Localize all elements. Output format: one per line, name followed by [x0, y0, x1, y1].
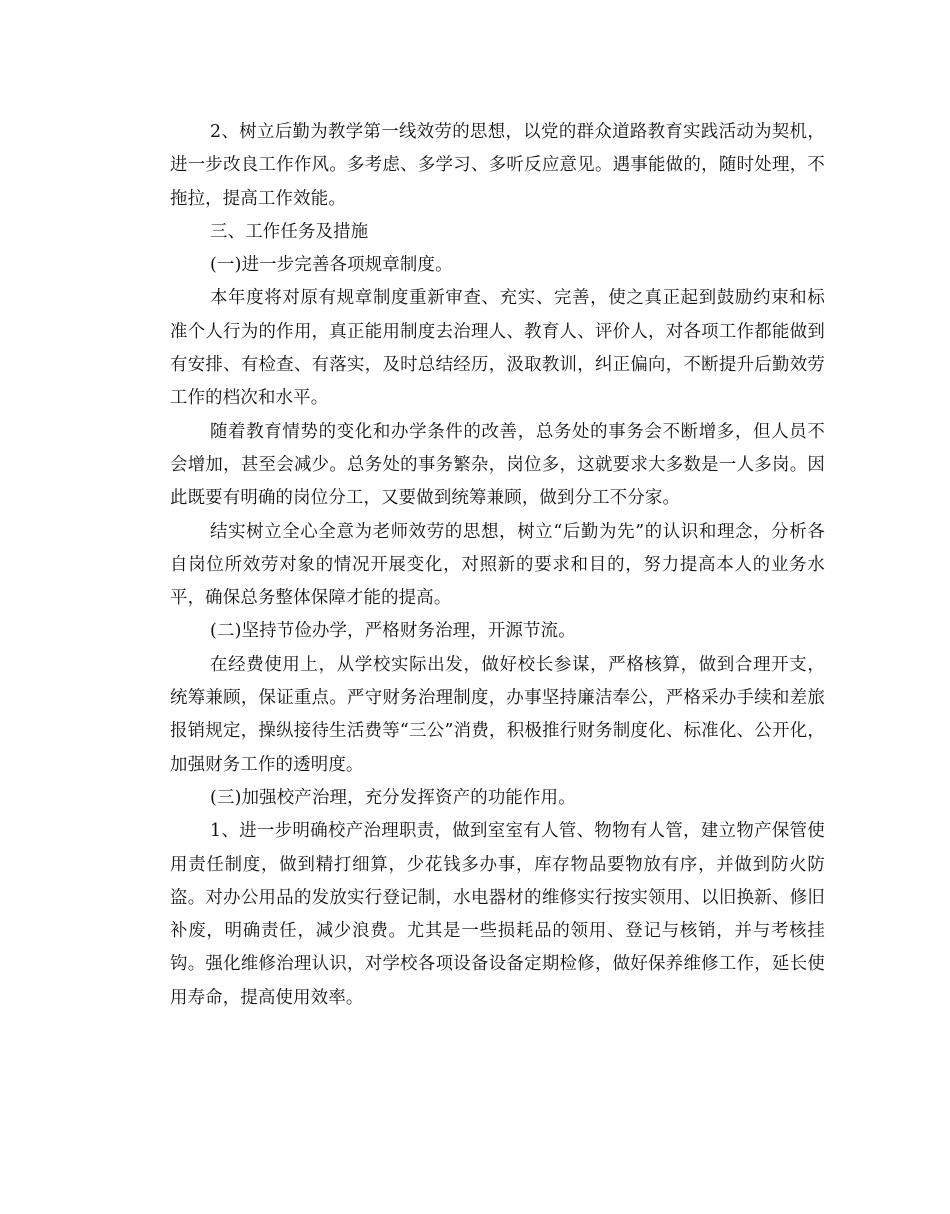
section-heading-tasks-measures: 三、工作任务及措施 [210, 221, 369, 242]
paragraph-rules-review: 本年度将对原有规章制度重新审查、充实、完善，使之真正起到鼓励约束和标准个人行为的作用，真正能用制度去治理人、教育人、评价人，对各项工作都能做到有安排、有检查、有落实，及时总结经历，汲取教训，纠正偏向，不断提升后勤效劳工作的档次和水平。 [170, 288, 825, 409]
paragraph-item-2: 2、树立后勤为教学第一线效劳的思想，以党的群众道路教育实践活动为契机，进一步改良工作作风。多考虑、多学习、多听反应意见。遇事能做的，随时处理，不拖拉，提高工作效能。 [170, 122, 825, 209]
document-body [170, 116, 825, 1015]
subsection-heading-3: (三)加强校产治理，充分发挥资产的功能作用。 [210, 787, 576, 808]
paragraph-asset-management: 1、进一步明确校产治理职责，做到室室有人管、物物有人管，建立物产保管使用责任制度，做到精打细算，少花钱多办事，库存物品要物放有序，并做到防火防盗。对办公用品的发放实行登记制，水电器材的维修实行按实领用、以旧换新、修旧补废，明确责任，减少浪费。尤其是一些损耗品的领用、登记与核销，并与考核挂钩。强化维修治理认识，对学校各项设备设备定期检修，做好保养维修工作，延长使用寿命，提高使用效率。 [170, 821, 825, 1008]
paragraph-finance: 在经费使用上，从学校实际出发，做好校长参谋，严格核算，做到合理开支，统筹兼顾，保证重点。严守财务治理制度，办事坚持廉洁奉公，严格采办手续和差旅报销规定，操纵接待生活费等“三公”消费，积极推行财务制度化、标准化、公开化，加强财务工作的透明度。 [170, 654, 825, 775]
paragraph-staffing: 随着教育情势的变化和办学条件的改善，总务处的事务会不断增多，但人员不会增加，甚至会减少。总务处的事务繁杂，岗位多，这就要求大多数是一人多岗。因此既要有明确的岗位分工，又要做到统筹兼顾，做到分工不分家。 [170, 421, 825, 509]
subsection-heading-2: (二)坚持节俭办学，严格财务治理，开源节流。 [210, 621, 576, 642]
subsection-heading-1: (一)进一步完善各项规章制度。 [210, 255, 453, 276]
paragraph-service-mindset: 结实树立全心全意为老师效劳的思想，树立“后勤为先”的认识和理念，分析各自岗位所效劳对象的情况开展变化，对照新的要求和目的，努力提高本人的业务水平，确保总务整体保障才能的提高。 [170, 521, 825, 609]
